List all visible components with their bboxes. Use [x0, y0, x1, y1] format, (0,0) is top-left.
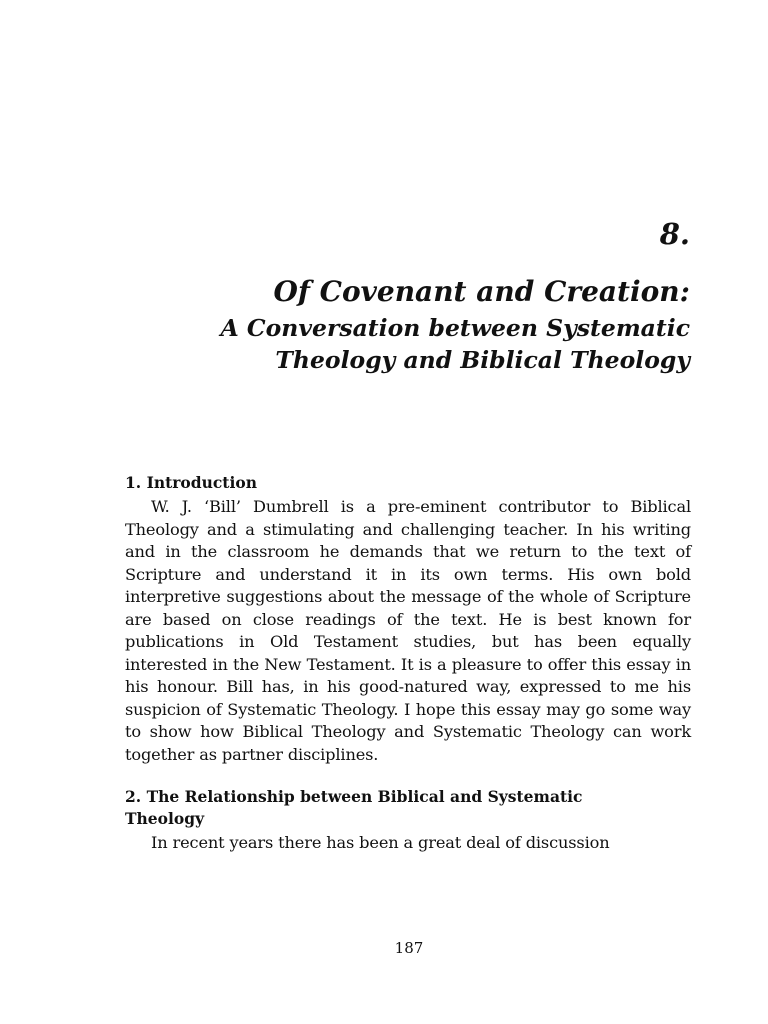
section-heading-relationship-line-1: 2. The Relationship between Biblical and Systematic — [125, 787, 583, 806]
chapter-subtitle-line-1: A Conversation between Systematic — [220, 314, 690, 342]
page-number: 187 — [394, 939, 424, 957]
section-heading-relationship-line-2: Theology — [125, 809, 205, 828]
chapter-number: 8. — [659, 217, 690, 251]
chapter-body — [125, 472, 691, 855]
chapter-subtitle — [70, 312, 690, 376]
relationship-paragraph: In recent years there has been a great deal of discussion — [151, 833, 610, 852]
section-heading-relationship — [125, 786, 691, 830]
chapter-title: Of Covenant and Creation: — [273, 275, 690, 308]
introduction-paragraph: W. J. ‘Bill’ Dumbrell is a pre-eminent contributor to Biblical Theology and a stimulating and challenging teacher. In his writing and in the classroom he demands that we return to the text of Scripture and understand it in its own terms. His own bold interpretive suggestions about the message of the whole of Scripture are based on close readings of the text. He is best known for publications in Old Testament studies, but has been equally interested in the New Testament. It is a pleasure to offer this essay in his honour. Bill has, in his good-natured way, expressed to me his suspicion of Systematic Theology. I hope this essay may go some way to show how Biblical Theology and Systematic Theology can work together as partner disciplines. — [125, 497, 691, 764]
chapter-title-block — [70, 274, 690, 376]
section-heading-introduction: 1. Introduction — [125, 473, 257, 492]
chapter-subtitle-line-2: Theology and Biblical Theology — [275, 346, 690, 374]
